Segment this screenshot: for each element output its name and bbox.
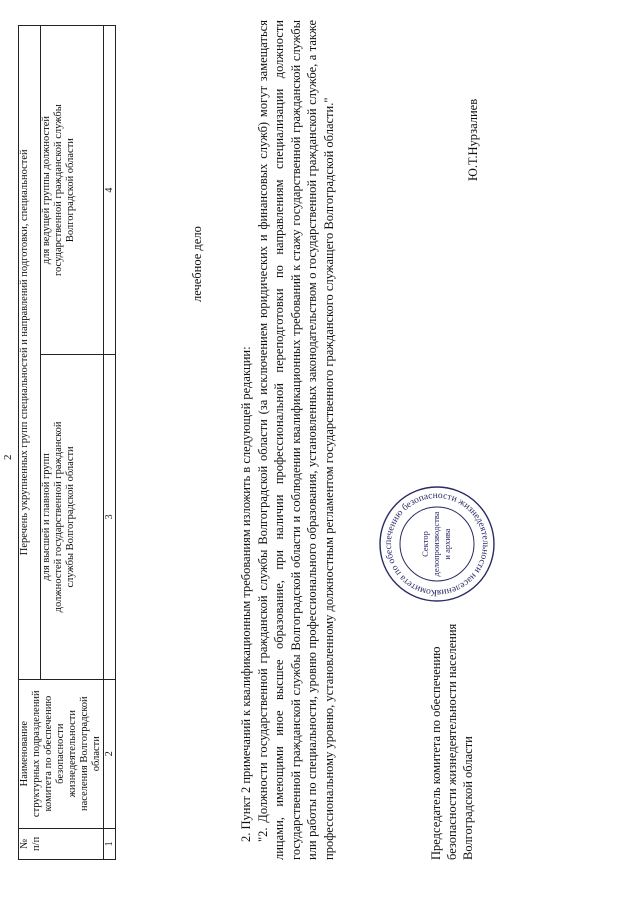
- header-groups: Перечень укрупненных групп специальностей и направлений подготовки, специальностей: [19, 26, 41, 680]
- body-text: [238, 20, 337, 860]
- signer-name: Ю.Т.Нурзалиев: [466, 98, 480, 181]
- col-number: 3: [104, 355, 116, 679]
- specialty-value: лечебное дело: [190, 226, 204, 302]
- col-number: 1: [104, 828, 116, 859]
- paragraph: 2. Пункт 2 примечаний к квалификационным требованиям изложить в следующей редакции:: [239, 346, 253, 842]
- svg-text:и архива: и архива: [442, 528, 452, 560]
- requirements-table: [18, 25, 116, 860]
- paragraph: "2. Должности государственной гражданской службы Волгоградской области (за исключением юридических и финансовых служб) могут замещаться лицами, имеющими иное высшее образование, при наличии профессиональной переподготовки по направлениям специализации должности государственной гражданской службы Волгоградской области и соблюдении квалификационных требований к стажу государственной гражданской службы или работы по специальности, уровню профессионального образования, установленных законодательством о государственной гражданской службе, а также профессиональному уровню, установленному должностным регламентом государственного гражданского служащего Волгоградской области.": [255, 20, 336, 860]
- signature-block: Председатель комитета по обеспечению безопасности жизнедеятельности населения Волгоградской области: [429, 623, 475, 860]
- header-name: Наименование структурных подразделений комитета по обеспечению безопасности жизнедеятельности населения Волгоградской области: [19, 679, 104, 828]
- header-num: № п/п: [19, 828, 104, 859]
- page-number: 2: [2, 454, 14, 460]
- col-number: 2: [104, 679, 116, 828]
- header-senior-groups: для высшей и главной групп должностей государственной гражданской службы Волгоградской области: [41, 355, 104, 679]
- svg-text:Сектор: Сектор: [420, 531, 430, 557]
- header-lead-group: для ведущей группы должностей государственной гражданской службы Волгоградской области: [41, 26, 104, 355]
- svg-text:Комитета по обеспечению безопа: Комитета по обеспечению безопасности жизнедеятельности населения: [383, 490, 491, 598]
- svg-text:делопроизводства: делопроизводства: [431, 511, 441, 577]
- column-numbers-row: [104, 26, 116, 860]
- col-number: 4: [104, 26, 116, 355]
- official-stamp: [376, 483, 498, 605]
